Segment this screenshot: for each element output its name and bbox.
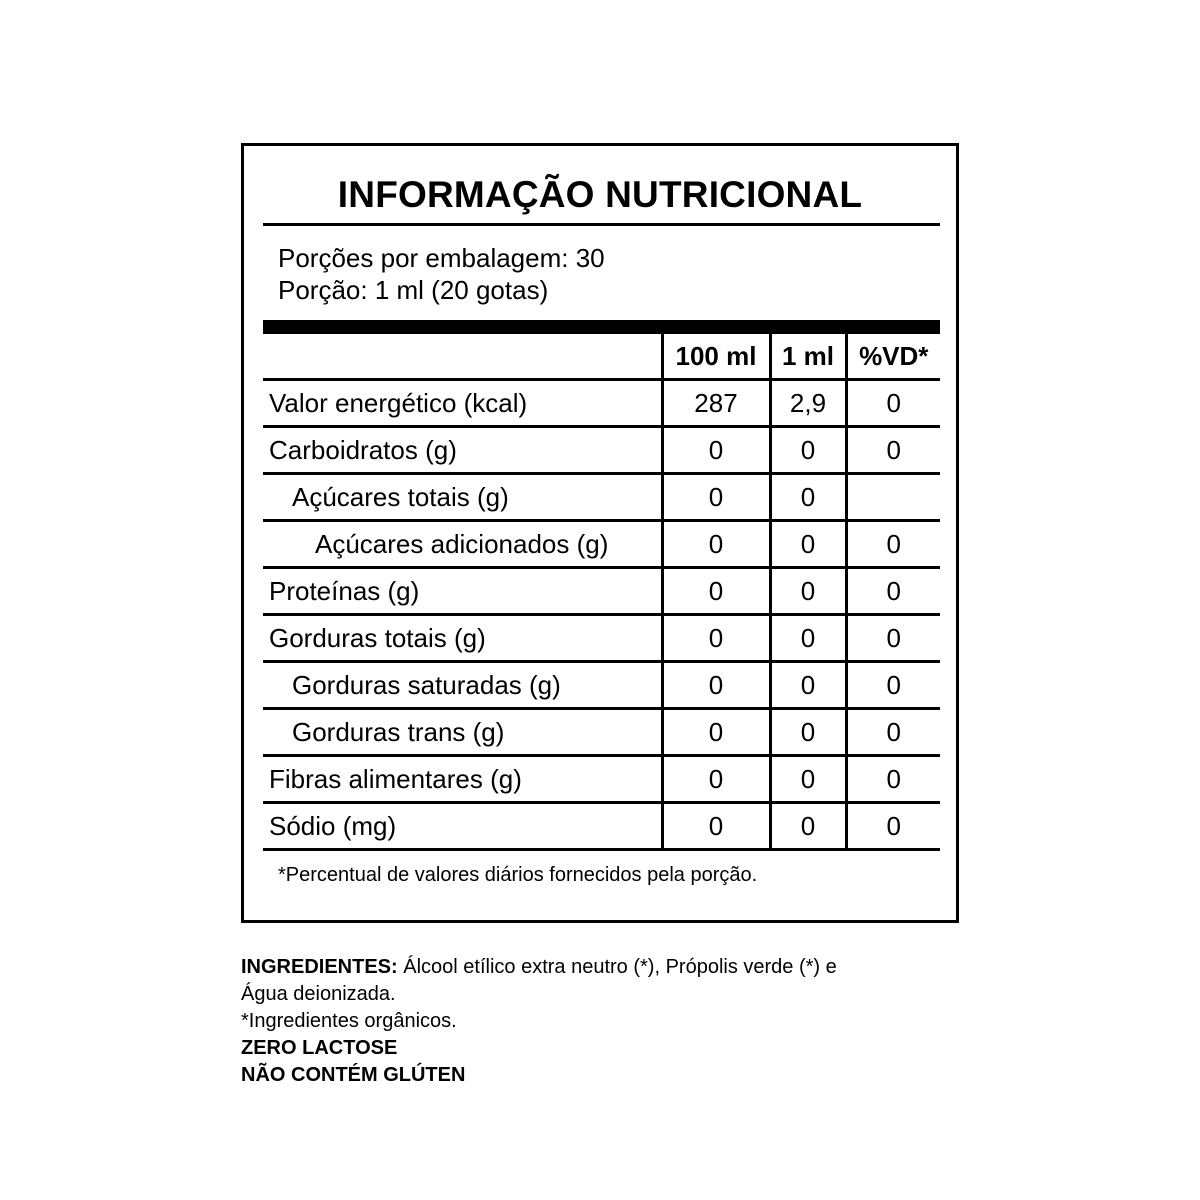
table-row <box>263 803 940 850</box>
value-100ml: 287 <box>662 380 770 427</box>
nutrient-name: Gorduras trans (g) <box>263 709 662 756</box>
value-100ml: 0 <box>662 756 770 803</box>
panel-title: INFORMAÇÃO NUTRICIONAL <box>337 174 863 215</box>
value-vd: 0 <box>846 756 940 803</box>
table-row <box>263 380 940 427</box>
value-vd: 0 <box>846 662 940 709</box>
table-row <box>263 662 940 709</box>
value-1ml: 0 <box>770 521 846 568</box>
header-daily-value: %VD* <box>846 334 940 380</box>
value-1ml: 0 <box>770 709 846 756</box>
value-vd: 0 <box>846 568 940 615</box>
value-1ml: 0 <box>770 427 846 474</box>
table-row <box>263 568 940 615</box>
nutrient-name: Gorduras totais (g) <box>263 615 662 662</box>
value-100ml: 0 <box>662 427 770 474</box>
nutrient-name: Açúcares adicionados (g) <box>263 521 662 568</box>
value-vd: 0 <box>846 615 940 662</box>
header-per-1ml: 1 ml <box>770 334 846 380</box>
zero-lactose-claim: ZERO LACTOSE <box>241 1037 398 1059</box>
value-100ml: 0 <box>662 474 770 521</box>
value-100ml: 0 <box>662 615 770 662</box>
title-divider <box>263 223 940 226</box>
value-1ml: 0 <box>770 756 846 803</box>
value-vd <box>846 474 940 521</box>
table-header-row <box>263 334 940 380</box>
table-row <box>263 615 940 662</box>
portions-per-package: Porções por embalagem: 30 <box>278 243 605 273</box>
table-row <box>263 521 940 568</box>
nutrient-name: Carboidratos (g) <box>263 427 662 474</box>
value-vd: 0 <box>846 803 940 850</box>
nutrient-name: Valor energético (kcal) <box>263 380 662 427</box>
ingredients-block <box>241 954 961 1089</box>
value-100ml: 0 <box>662 662 770 709</box>
value-100ml: 0 <box>662 709 770 756</box>
daily-value-footnote: *Percentual de valores diários fornecidos pela porção. <box>278 864 758 886</box>
value-vd: 0 <box>846 427 940 474</box>
nutrition-table-wrap <box>263 334 940 851</box>
table-row <box>263 474 940 521</box>
ingredients-text-line2: Água deionizada. <box>241 983 396 1005</box>
value-vd: 0 <box>846 380 940 427</box>
nutrient-name: Fibras alimentares (g) <box>263 756 662 803</box>
value-1ml: 0 <box>770 568 846 615</box>
value-1ml: 0 <box>770 615 846 662</box>
ingredients-line <box>241 954 961 981</box>
nutrition-facts-panel <box>241 143 959 923</box>
header-per-100ml: 100 ml <box>662 334 770 380</box>
thick-divider <box>263 320 940 334</box>
nutrition-table <box>263 334 940 851</box>
value-100ml: 0 <box>662 568 770 615</box>
value-vd: 0 <box>846 709 940 756</box>
gluten-free-claim: NÃO CONTÉM GLÚTEN <box>241 1064 466 1086</box>
nutrient-name: Gorduras saturadas (g) <box>263 662 662 709</box>
nutrient-name: Proteínas (g) <box>263 568 662 615</box>
table-row <box>263 427 940 474</box>
value-1ml: 0 <box>770 662 846 709</box>
nutrient-name: Sódio (mg) <box>263 803 662 850</box>
table-row <box>263 709 940 756</box>
header-nutrient <box>263 334 662 380</box>
value-1ml: 0 <box>770 803 846 850</box>
organic-note: *Ingredientes orgânicos. <box>241 1010 457 1032</box>
value-1ml: 0 <box>770 474 846 521</box>
ingredients-label: INGREDIENTES: <box>241 956 398 978</box>
nutrient-name: Açúcares totais (g) <box>263 474 662 521</box>
value-100ml: 0 <box>662 803 770 850</box>
value-100ml: 0 <box>662 521 770 568</box>
value-1ml: 2,9 <box>770 380 846 427</box>
table-row <box>263 756 940 803</box>
portion-size: Porção: 1 ml (20 gotas) <box>278 275 549 305</box>
ingredients-text: Álcool etílico extra neutro (*), Própolis verde (*) e <box>397 956 837 978</box>
value-vd: 0 <box>846 521 940 568</box>
